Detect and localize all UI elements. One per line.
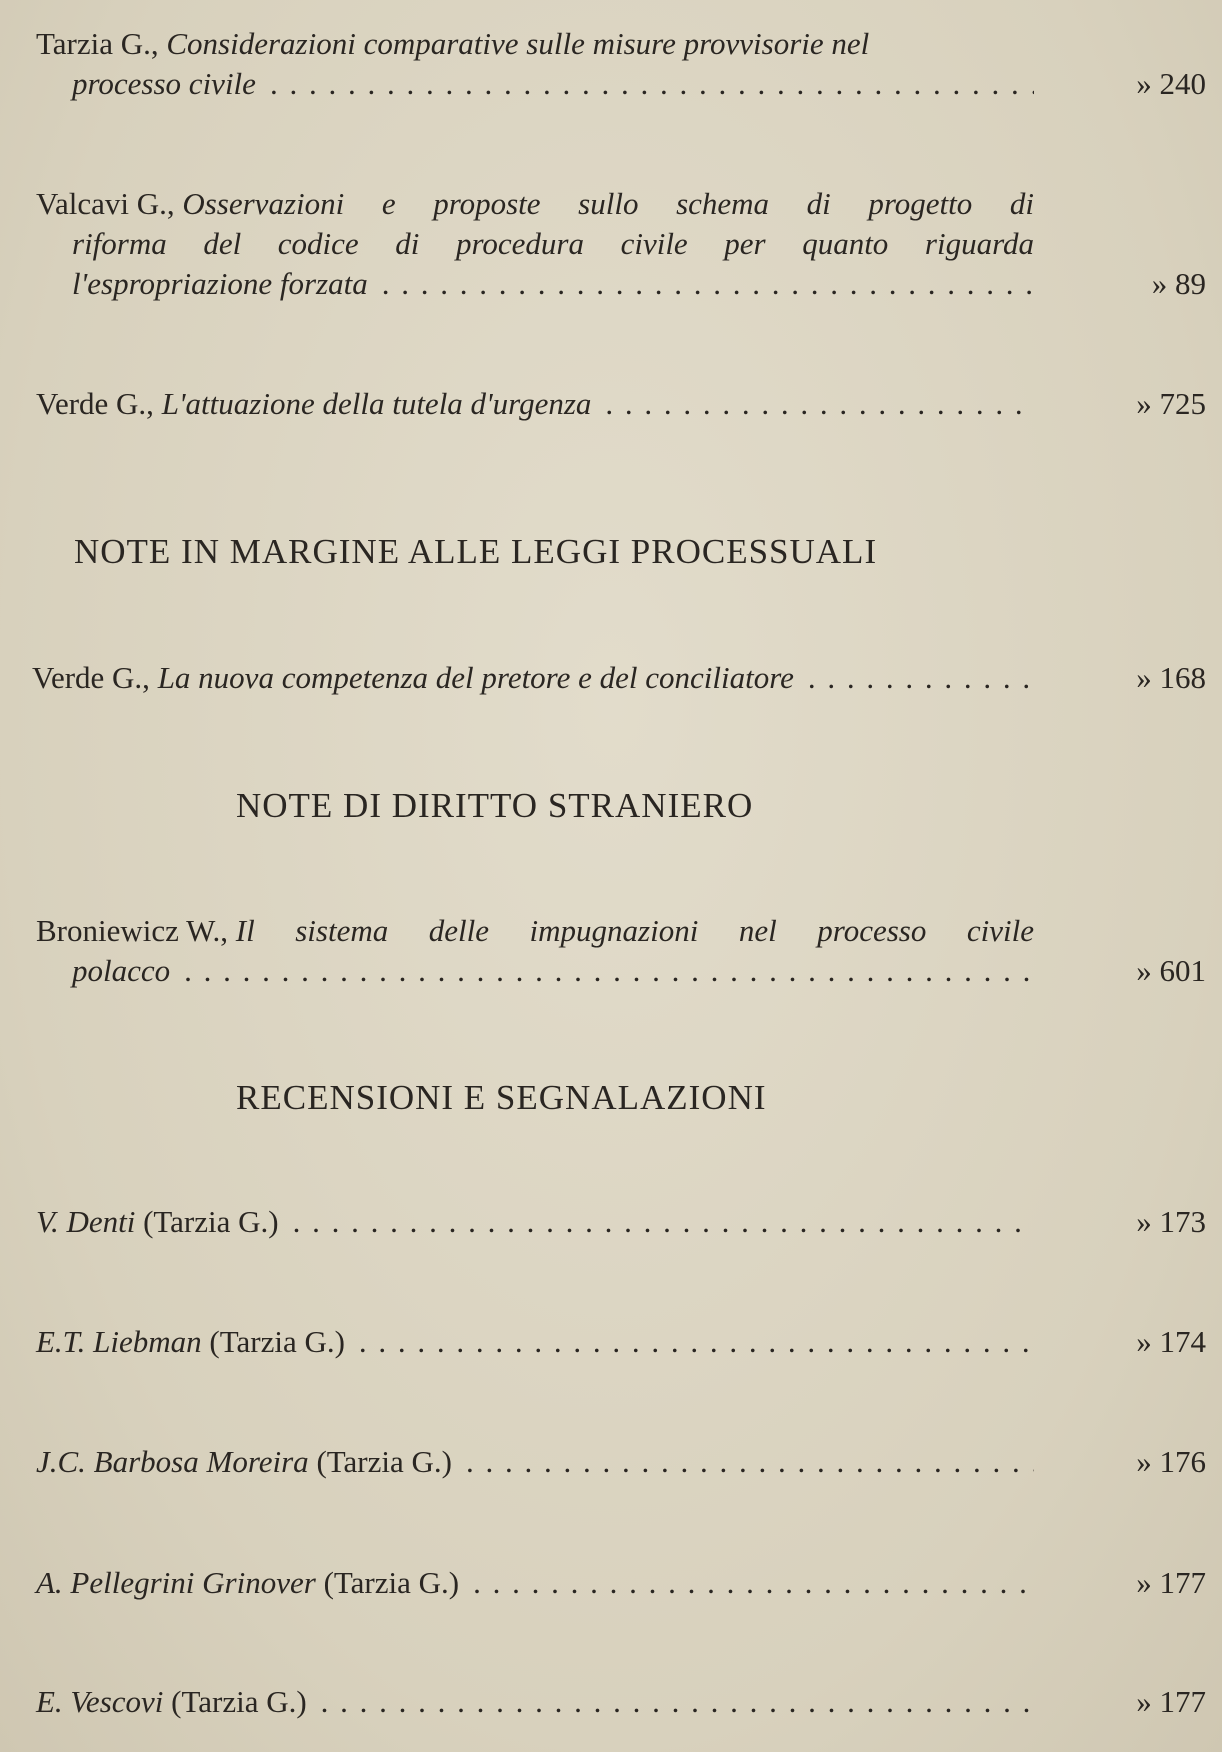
entry-author: Tarzia G., [36, 26, 159, 61]
review-entry [36, 1202, 1206, 1242]
reviewer: (Tarzia G.) [316, 1444, 452, 1479]
index-entry [32, 658, 1206, 698]
entry-title: Il sistema delle impugnazioni nel processo civile [235, 913, 1034, 948]
reviewer: (Tarzia G.) [171, 1684, 307, 1719]
dot-leader [794, 658, 1034, 698]
reviewer: (Tarzia G.) [323, 1565, 460, 1600]
index-entry [36, 24, 1206, 104]
reviewer: (Tarzia G.) [209, 1324, 345, 1359]
section-heading: RECENSIONI E SEGNALAZIONI [236, 1078, 767, 1117]
page-number: » 174 [1136, 1324, 1206, 1359]
reviewed-author: E. Vescovi [36, 1684, 164, 1719]
page-number: » 725 [1136, 386, 1206, 421]
entry-title: La nuova competenza del pretore e del conciliatore [157, 660, 794, 695]
entry-title: Osservazioni e proposte sullo schema di progetto di [182, 186, 1034, 221]
dot-leader [591, 384, 1034, 424]
review-entry [36, 1442, 1206, 1482]
reviewed-author: V. Denti [36, 1204, 136, 1239]
page-number: » 173 [1136, 1204, 1206, 1239]
dot-leader [452, 1442, 1034, 1482]
review-entry [36, 1563, 1206, 1603]
reviewed-author: A. Pellegrini Grinover [36, 1565, 316, 1600]
reviewed-author: E.T. Liebman [36, 1324, 202, 1359]
page-number: » 177 [1136, 1565, 1206, 1600]
dot-leader [307, 1682, 1034, 1722]
entry-title-continued: processo civile [72, 66, 256, 101]
dot-leader [170, 951, 1034, 991]
page-number: » 177 [1136, 1684, 1206, 1719]
section-heading: NOTE IN MARGINE ALLE LEGGI PROCESSUALI [74, 532, 878, 571]
index-entry [36, 184, 1206, 304]
entry-title: Considerazioni comparative sulle misure provvisorie nel [166, 26, 870, 61]
reviewer: (Tarzia G.) [143, 1204, 279, 1239]
dot-leader [279, 1202, 1034, 1242]
dot-leader [368, 264, 1034, 304]
section-heading: NOTE DI DIRITTO STRANIERO [236, 786, 754, 825]
review-entry [36, 1682, 1206, 1722]
index-entry [36, 911, 1206, 991]
entry-title: L'attuazione della tutela d'urgenza [161, 386, 592, 421]
page-number: » 601 [1136, 953, 1206, 988]
dot-leader [459, 1563, 1034, 1603]
page-number: » 168 [1136, 660, 1206, 695]
index-entry [36, 384, 1206, 424]
entry-author: Verde G., [36, 386, 154, 421]
page-number: » 240 [1136, 66, 1206, 101]
review-entry [36, 1322, 1206, 1362]
dot-leader [345, 1322, 1034, 1362]
page-number: » 176 [1136, 1444, 1206, 1479]
entry-title-continued: l'espropriazione forzata [72, 266, 368, 301]
entry-author: Verde G., [32, 660, 150, 695]
entry-title-continued: riforma del codice di procedura civile per quanto riguarda [72, 226, 1034, 261]
reviewed-author: J.C. Barbosa Moreira [36, 1444, 309, 1479]
page-number: » 89 [1151, 266, 1206, 301]
entry-author: Broniewicz W., [36, 913, 228, 948]
entry-title-continued: polacco [72, 953, 171, 988]
dot-leader [256, 64, 1034, 104]
entry-author: Valcavi G., [36, 186, 175, 221]
